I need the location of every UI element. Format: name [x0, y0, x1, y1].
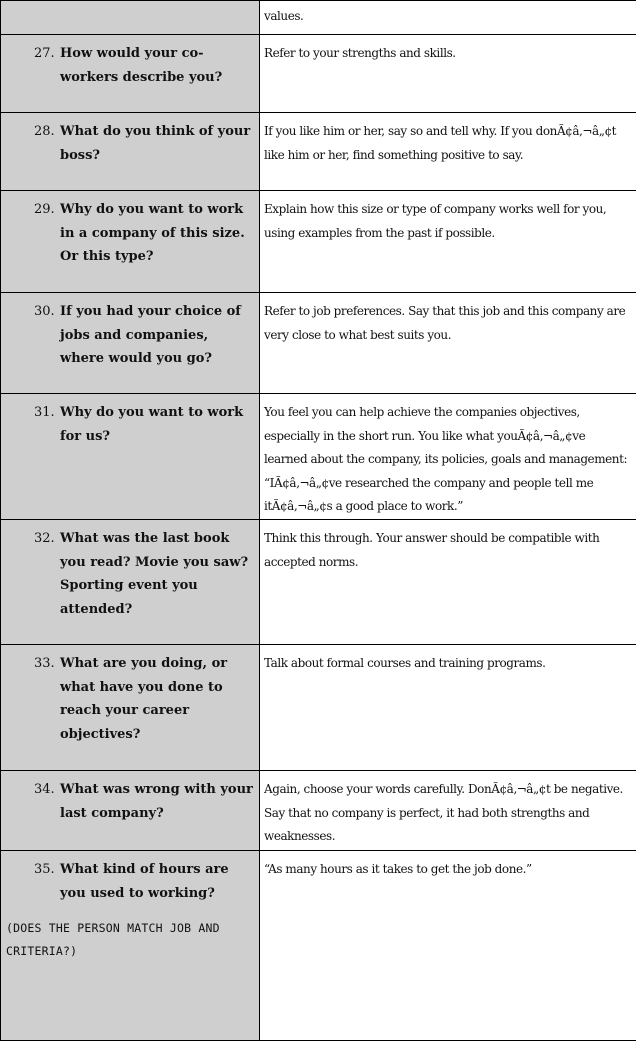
table-row	[1, 35, 636, 113]
question-number: 29.	[34, 202, 55, 217]
question-number: 32.	[34, 531, 55, 546]
answer-cell	[260, 394, 636, 520]
answer-text: Think this through. Your answer should be compatible with accepted norms.	[264, 531, 600, 569]
answer-text: You feel you can help achieve the companies objectives, especially in the short run. You like what youÃ¢â‚¬â„¢ve learned about the company, its policies, goals and management: “IÃ¢â‚¬â„¢ve researched the company and people tell me itÃ¢â‚¬â„¢s a good place to work.”	[264, 405, 628, 513]
table-row	[1, 771, 636, 851]
question-cell	[1, 191, 260, 293]
answer-cell	[260, 113, 636, 191]
answer-cell	[260, 771, 636, 851]
question-cell	[1, 851, 260, 1041]
table-row	[1, 191, 636, 293]
question-number: 34.	[34, 782, 55, 797]
answer-text: Explain how this size or type of company works well for you, using examples from the past if possible.	[264, 202, 607, 240]
question-number: 35.	[34, 862, 55, 877]
question-text: What kind of hours are you used to working?	[60, 862, 229, 901]
answer-text: Again, choose your words carefully. DonÃ¢â‚¬â„¢t be negative. Say that no company is perfect, it had both strengths and weaknesses.	[264, 782, 623, 843]
question-number: 33.	[34, 656, 55, 671]
answer-text: Refer to job preferences. Say that this job and this company are very close to what best suits you.	[264, 304, 626, 342]
question-text: What was wrong with your last company?	[60, 782, 253, 821]
question-cell	[1, 293, 260, 394]
table-row	[1, 851, 636, 1041]
answer-cell	[260, 645, 636, 771]
answer-cell	[260, 520, 636, 645]
question-number: 27.	[34, 46, 55, 61]
question-cell	[1, 520, 260, 645]
question-text: What was the last book you read? Movie you saw? Sporting event you attended?	[60, 531, 249, 617]
answer-cell	[260, 191, 636, 293]
question-cell	[1, 771, 260, 851]
question-cell	[1, 1, 260, 35]
answer-text: Refer to your strengths and skills.	[264, 46, 456, 60]
answer-cell	[260, 293, 636, 394]
table-row	[1, 645, 636, 771]
answer-text: “As many hours as it takes to get the job done.”	[264, 862, 532, 876]
table-row	[1, 113, 636, 191]
answer-cell	[260, 35, 636, 113]
question-text: How would your co-workers describe you?	[60, 46, 223, 85]
question-cell	[1, 35, 260, 113]
question-text: What are you doing, or what have you done to reach your career objectives?	[60, 656, 228, 742]
question-text: What do you think of your boss?	[60, 124, 251, 163]
question-number: 30.	[34, 304, 55, 319]
table-row	[1, 1, 636, 35]
table-row	[1, 394, 636, 520]
question-text: Why do you want to work in a company of this size. Or this type?	[60, 202, 245, 264]
question-number: 31.	[34, 405, 55, 420]
answer-text: values.	[264, 9, 304, 23]
table-row	[1, 293, 636, 394]
answer-text: Talk about formal courses and training programs.	[264, 656, 546, 670]
question-cell	[1, 113, 260, 191]
question-cell	[1, 645, 260, 771]
question-text: If you had your choice of jobs and companies, where would you go?	[60, 304, 241, 366]
criteria-note: (DOES THE PERSON MATCH JOB AND CRITERIA?)	[6, 921, 220, 958]
answer-cell	[260, 851, 636, 1041]
question-text: Why do you want to work for us?	[60, 405, 244, 444]
answer-cell	[260, 1, 636, 35]
question-number: 28.	[34, 124, 55, 139]
answer-text: If you like him or her, say so and tell why. If you donÃ¢â‚¬â„¢t like him or her, find something positive to say.	[264, 124, 617, 162]
question-cell	[1, 394, 260, 520]
table-row	[1, 520, 636, 645]
